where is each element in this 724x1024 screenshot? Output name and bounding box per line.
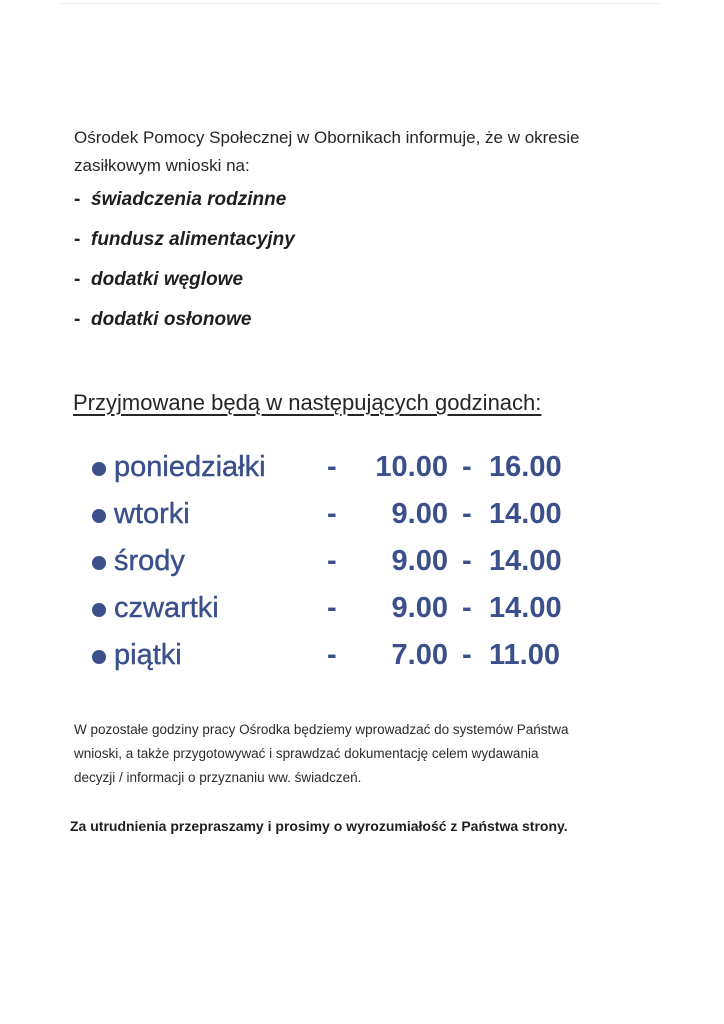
bullet-icon: [92, 556, 106, 570]
schedule-day: poniedziałki: [114, 451, 266, 483]
benefit-dash: -: [74, 229, 81, 250]
schedule-day: piątki: [114, 639, 182, 671]
schedule-to: 16.00: [489, 451, 562, 483]
bullet-icon: [92, 509, 106, 523]
schedule-row: [92, 493, 612, 540]
benefit-label: dodatki osłonowe: [91, 309, 252, 330]
schedule-from: 9.00: [391, 498, 448, 530]
scan-edge-line: [60, 3, 660, 4]
schedule-range-dash: -: [462, 498, 472, 530]
benefit-label: świadczenia rodzinne: [91, 189, 287, 210]
benefit-item: [74, 266, 295, 306]
apology-text: Za utrudnienia przepraszamy i prosimy o wyrozumiałość z Państwa strony.: [70, 818, 568, 834]
benefit-dash: -: [74, 269, 81, 290]
schedule-to: 14.00: [489, 498, 562, 530]
schedule-to: 11.00: [489, 639, 560, 671]
schedule-separator: -: [327, 639, 337, 671]
schedule-to: 14.00: [489, 545, 562, 577]
schedule-separator: -: [327, 498, 337, 530]
schedule-day: wtorki: [114, 498, 190, 530]
notice-line-2: wnioski, a także przygotowywać i sprawdzać dokumentację celem wydawania: [74, 746, 539, 761]
schedule-list: [92, 446, 612, 681]
benefit-item: [74, 306, 295, 346]
hours-heading: Przyjmowane będą w następujących godzinach:: [73, 390, 542, 415]
intro-line-2: zasiłkowym wnioski na:: [74, 156, 250, 175]
schedule-separator: -: [327, 545, 337, 577]
schedule-day: środy: [114, 545, 185, 577]
notice-line-3: decyzji / informacji o przyznaniu ww. świadczeń.: [74, 770, 362, 785]
benefit-dash: -: [74, 309, 81, 330]
schedule-from: 9.00: [391, 545, 448, 577]
schedule-row: [92, 587, 612, 634]
schedule-range-dash: -: [462, 545, 472, 577]
intro-paragraph: [74, 124, 674, 180]
schedule-separator: -: [327, 592, 337, 624]
bullet-icon: [92, 462, 106, 476]
schedule-from: 7.00: [391, 639, 448, 671]
schedule-from: 10.00: [375, 451, 448, 483]
benefit-label: fundusz alimentacyjny: [91, 229, 295, 250]
schedule-to: 14.00: [489, 592, 562, 624]
schedule-separator: -: [327, 451, 337, 483]
schedule-day: czwartki: [114, 592, 219, 624]
bullet-icon: [92, 650, 106, 664]
schedule-row: [92, 446, 612, 493]
schedule-range-dash: -: [462, 639, 472, 671]
schedule-from: 9.00: [391, 592, 448, 624]
intro-line-1: Ośrodek Pomocy Społecznej w Obornikach informuje, że w okresie: [74, 128, 580, 147]
notice-paragraph: [74, 718, 664, 790]
benefit-dash: -: [74, 189, 81, 210]
benefit-item: [74, 186, 295, 226]
schedule-row: [92, 540, 612, 587]
schedule-range-dash: -: [462, 451, 472, 483]
bullet-icon: [92, 603, 106, 617]
benefit-item: [74, 226, 295, 266]
schedule-row: [92, 634, 612, 681]
benefit-label: dodatki węglowe: [91, 269, 244, 290]
notice-line-1: W pozostałe godziny pracy Ośrodka będziemy wprowadzać do systemów Państwa: [74, 722, 569, 737]
benefits-list: [74, 186, 295, 346]
schedule-range-dash: -: [462, 592, 472, 624]
